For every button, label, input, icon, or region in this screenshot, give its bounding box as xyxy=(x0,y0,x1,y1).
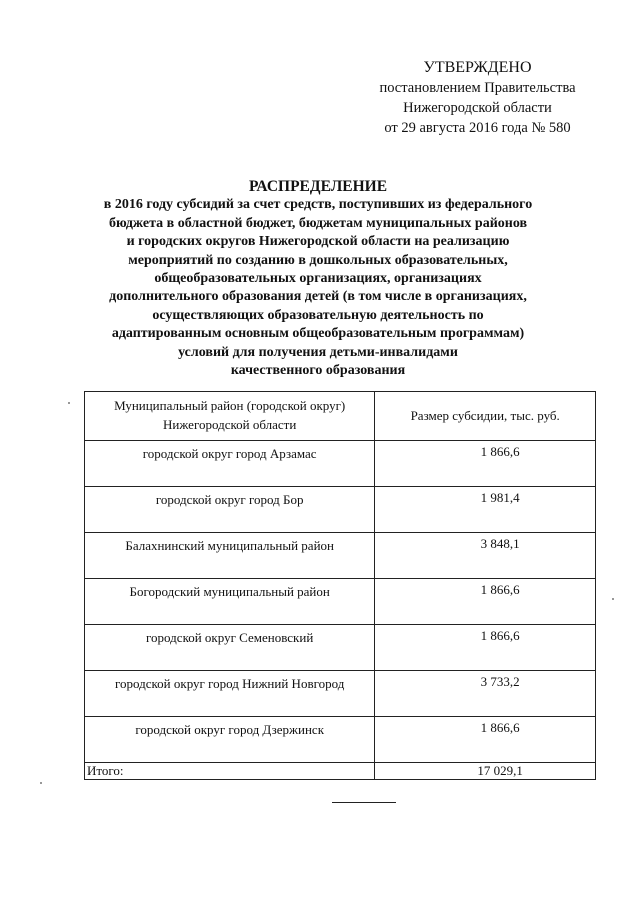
approval-heading: УТВЕРЖДЕНО xyxy=(423,59,532,76)
table-row xyxy=(85,441,596,487)
subsidy-table xyxy=(84,391,596,780)
subtitle-line: условий для получения детьми-инвалидами xyxy=(178,344,458,360)
row-amount: 1 981,4 xyxy=(375,487,596,533)
table-header-row xyxy=(85,392,596,441)
row-municipality: городской округ город Арзамас xyxy=(85,441,375,487)
row-amount: 3 848,1 xyxy=(375,533,596,579)
row-municipality: городской округ город Дзержинск xyxy=(85,717,375,763)
document-title: РАСПРЕДЕЛЕНИЕ xyxy=(248,178,388,195)
subtitle-line: дополнительного образования детей (в том числе в организациях, xyxy=(109,289,527,305)
subtitle-line: бюджета в областной бюджет, бюджетам муниципальных районов xyxy=(108,215,528,231)
row-municipality: Богородский муниципальный район xyxy=(85,579,375,625)
subtitle-line: и городских округов Нижегородской области на реализацию xyxy=(126,234,510,250)
table-row xyxy=(85,579,596,625)
subtitle-line: осуществляющих образовательную деятельность по xyxy=(152,307,484,323)
header-municipality-line-2: Нижегородской области xyxy=(163,417,297,432)
row-municipality: городской округ Семеновский xyxy=(85,625,375,671)
row-amount: 3 733,2 xyxy=(375,671,596,717)
subtitle-line: мероприятий по созданию в дошкольных образовательных, xyxy=(128,252,508,268)
subtitle-line: в 2016 году субсидий за счет средств, поступивших из федерального xyxy=(103,197,533,213)
row-amount: 1 866,6 xyxy=(375,579,596,625)
header-amount: Размер субсидии, тыс. руб. xyxy=(375,392,596,441)
row-municipality: городской округ город Бор xyxy=(85,487,375,533)
table-total-row xyxy=(85,763,596,780)
table-row xyxy=(85,487,596,533)
approval-line-3: от 29 августа 2016 года № 580 xyxy=(384,120,571,136)
scan-speck xyxy=(68,402,70,404)
table-row xyxy=(85,717,596,763)
document-title-block xyxy=(78,178,558,380)
table-row xyxy=(85,533,596,579)
scan-speck xyxy=(40,782,42,784)
approval-block xyxy=(370,58,585,138)
end-rule xyxy=(332,802,396,803)
row-amount: 1 866,6 xyxy=(375,441,596,487)
row-amount: 1 866,6 xyxy=(375,717,596,763)
total-label: Итого: xyxy=(85,763,375,780)
header-municipality xyxy=(85,392,375,441)
subtitle-line: адаптированным основным общеобразовательным программам) xyxy=(111,326,525,342)
row-amount: 1 866,6 xyxy=(375,625,596,671)
approval-line-1: постановлением Правительства xyxy=(379,80,576,96)
approval-line-2: Нижегородской области xyxy=(403,100,552,116)
subtitle-line: общеобразовательных организациях, организациях xyxy=(154,271,482,287)
scan-speck xyxy=(612,598,614,600)
header-municipality-line-1: Муниципальный район (городской округ) xyxy=(114,398,346,413)
subtitle-line: качественного образования xyxy=(230,363,406,379)
table-row xyxy=(85,625,596,671)
row-municipality: городской округ город Нижний Новгород xyxy=(85,671,375,717)
table-row xyxy=(85,671,596,717)
row-municipality: Балахнинский муниципальный район xyxy=(85,533,375,579)
total-value: 17 029,1 xyxy=(375,763,596,780)
